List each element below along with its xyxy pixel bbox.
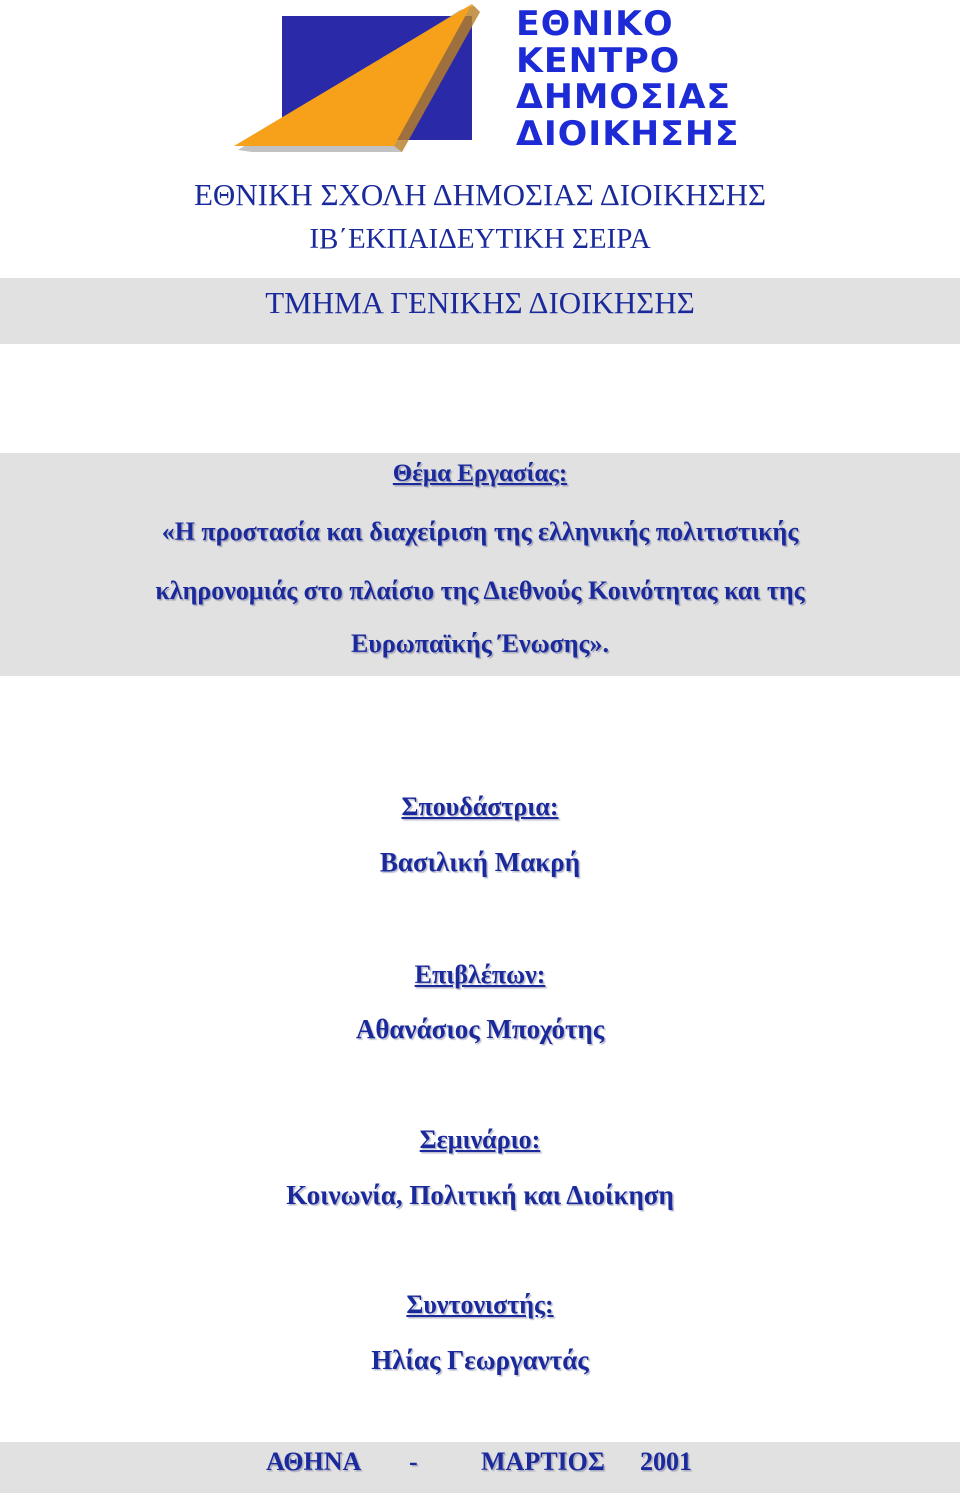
student-label: Σπουδάστρια: bbox=[401, 792, 559, 821]
logo-line: ΔΗΜΟΣΙΑΣ bbox=[516, 77, 732, 117]
logo-emblem-icon bbox=[234, 4, 484, 156]
footer-year: 2001 bbox=[640, 1447, 692, 1476]
topic-line: Ευρωπαϊκής Ένωσης». bbox=[350, 629, 609, 658]
school-title: ΕΘΝΙΚΗ ΣΧΟΛΗ ΔΗΜΟΣΙΑΣ ΔΙΟΙΚΗΣΗΣ bbox=[193, 177, 767, 212]
seminar-name: Κοινωνία, Πολιτική και Διοίκηση bbox=[286, 1180, 674, 1210]
footer-city: ΑΘΗΝΑ bbox=[266, 1447, 362, 1476]
footer-month: ΜΑΡΤΙΟΣ bbox=[481, 1447, 605, 1476]
logo-line: ΕΘΝΙΚΟ bbox=[516, 4, 674, 44]
footer-separator: - bbox=[409, 1447, 418, 1476]
department-title: ΤΜΗΜΑ ΓΕΝΙΚΗΣ ΔΙΟΙΚΗΣΗΣ bbox=[265, 285, 695, 320]
topic-line: κληρονομιάς στο πλαίσιο της Διεθνούς Κοινότητας και της bbox=[155, 576, 805, 605]
topic-label: Θέμα Εργασίας: bbox=[392, 460, 568, 487]
logo-line: ΔΙΟΙΚΗΣΗΣ bbox=[516, 113, 740, 154]
coordinator-label: Συντονιστής: bbox=[406, 1290, 554, 1319]
coordinator-name: Ηλίας Γεωργαντάς bbox=[371, 1345, 589, 1375]
supervisor-name: Αθανάσιος Μποχότης bbox=[355, 1014, 605, 1044]
topic-line: «Η προστασία και διαχείριση της ελληνικής πολιτιστικής bbox=[161, 517, 799, 546]
logo-text bbox=[516, 6, 812, 152]
footer bbox=[0, 1444, 960, 1480]
seminar-label: Σεμινάριο: bbox=[419, 1125, 541, 1154]
supervisor-label: Επιβλέπων: bbox=[414, 960, 546, 989]
logo-line: ΚΕΝΤΡΟ bbox=[516, 40, 681, 81]
series-title: ΙΒ΄ΕΚΠΑΙΔΕΥΤΙΚΗ ΣΕΙΡΑ bbox=[309, 223, 651, 255]
student-name: Βασιλική Μακρή bbox=[379, 847, 581, 877]
